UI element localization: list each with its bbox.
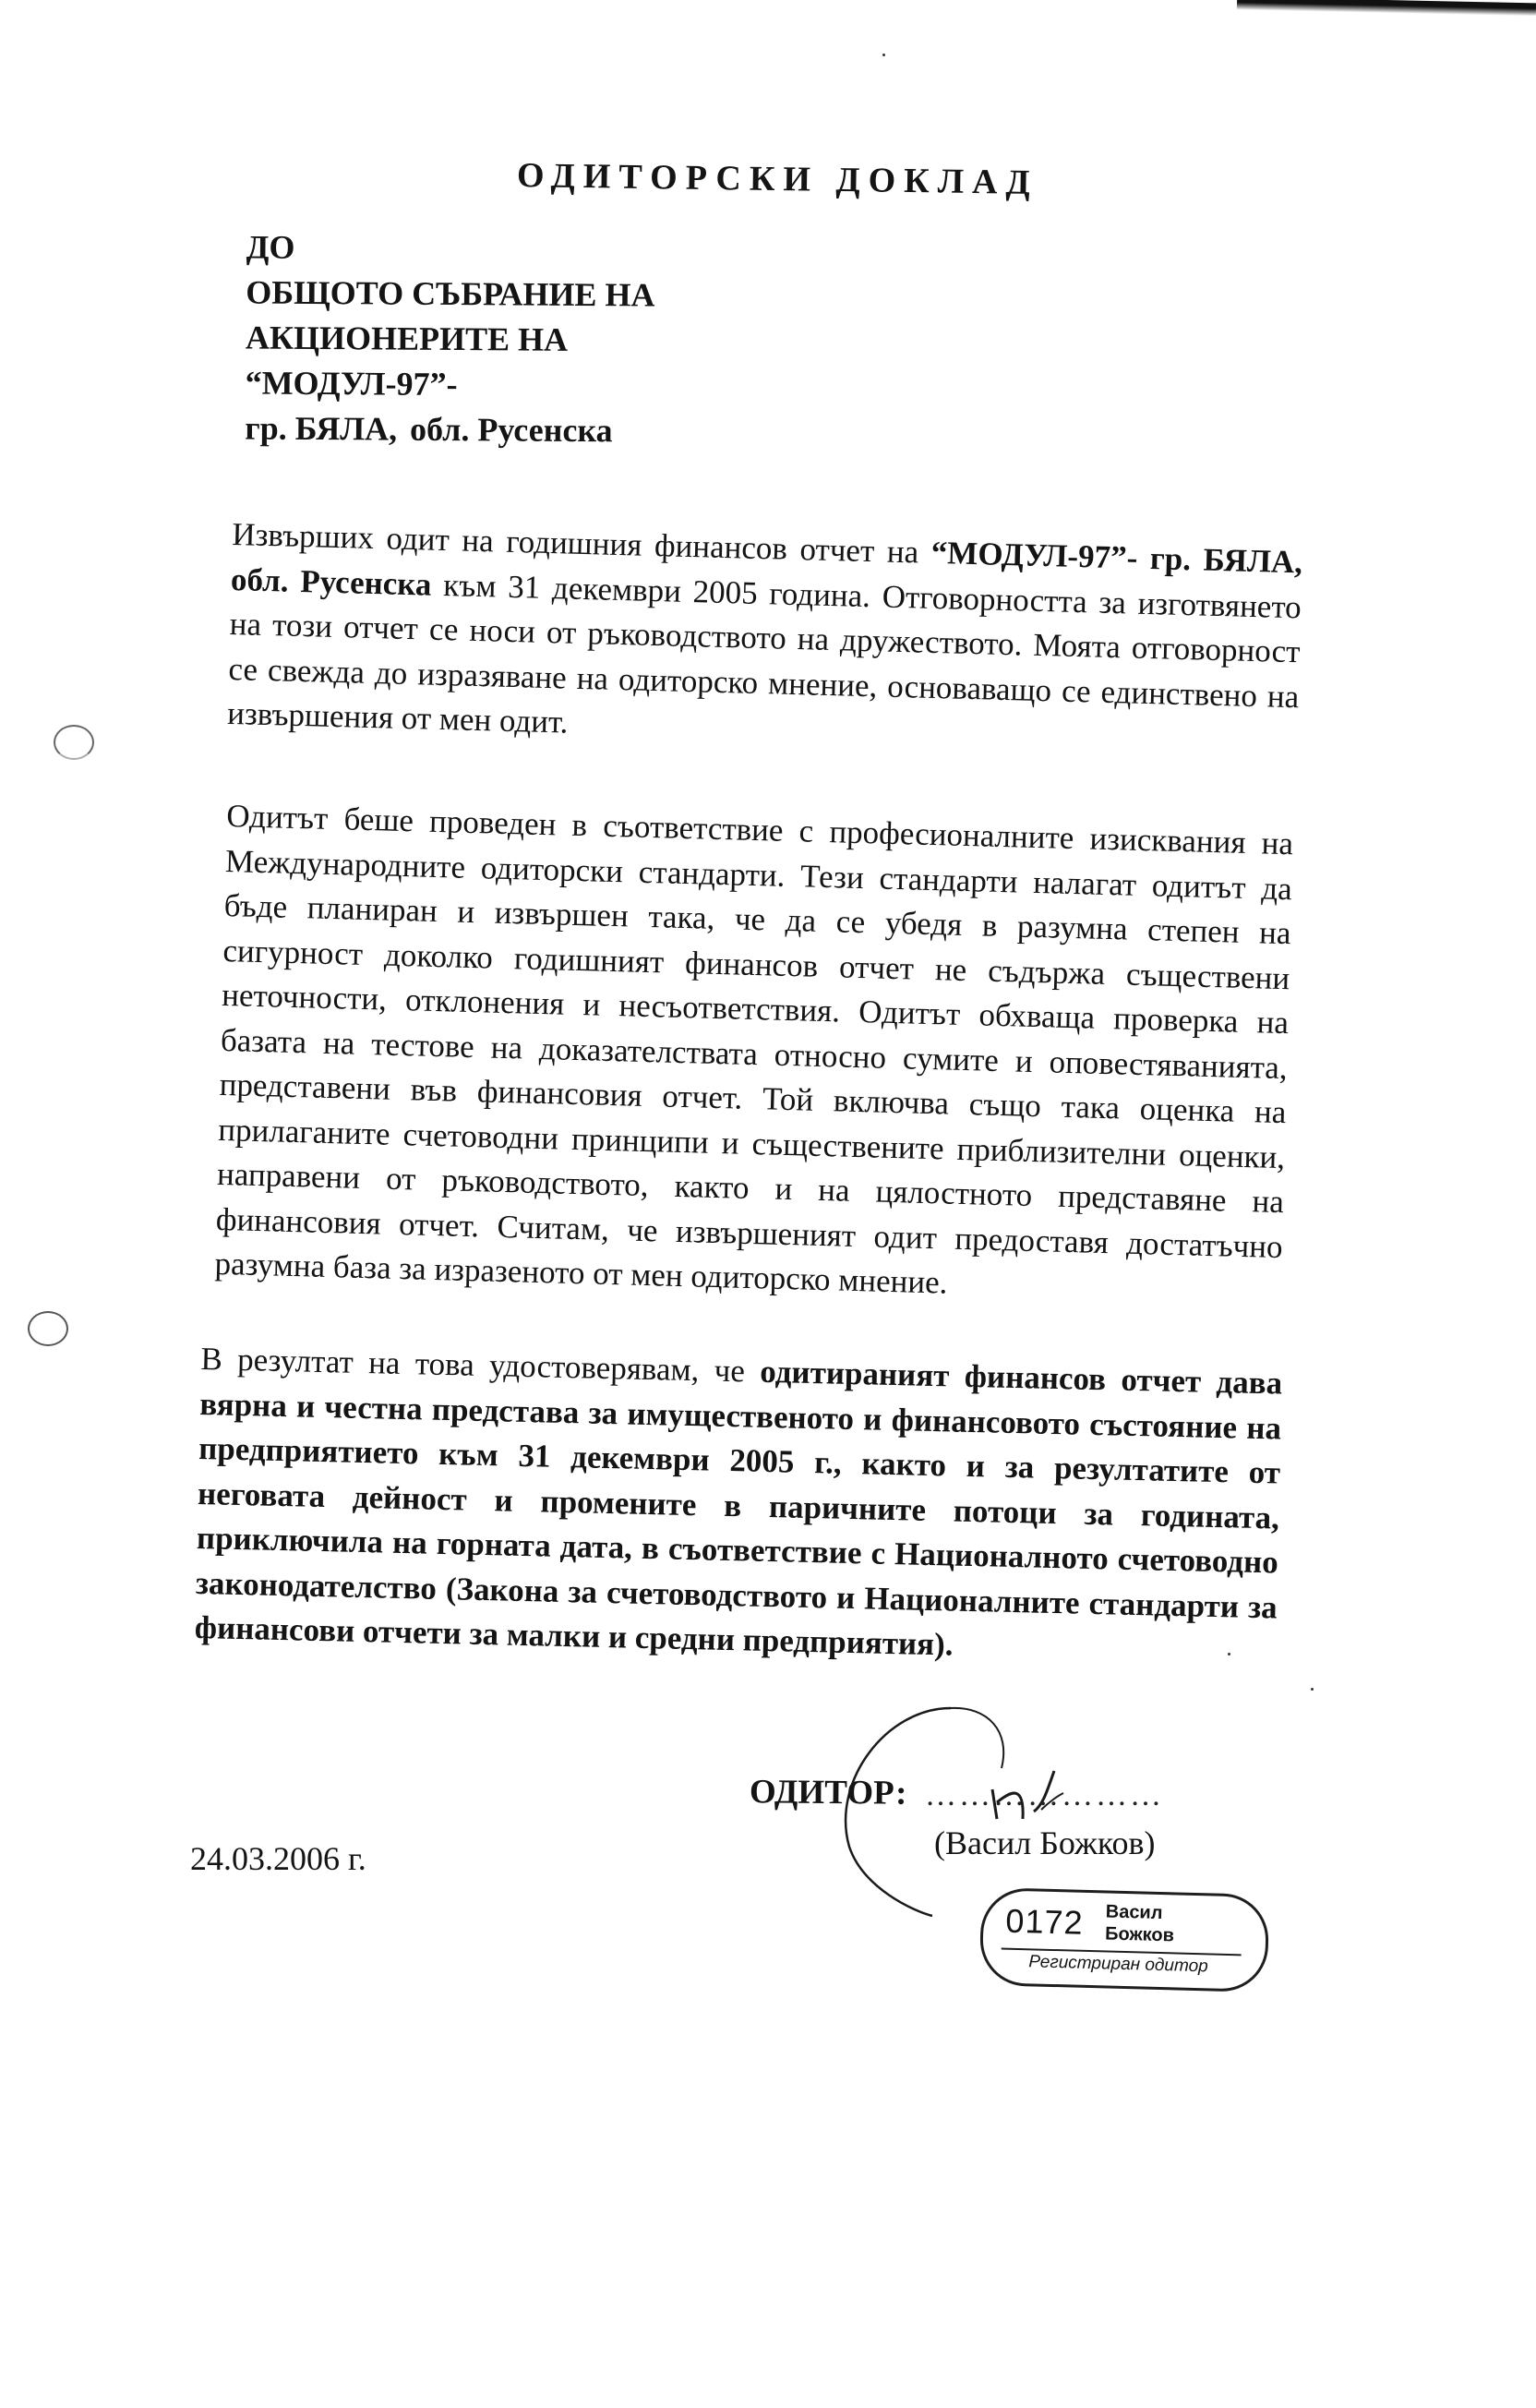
stamp-name-line: Божков <box>1104 1923 1175 1946</box>
punch-hole <box>54 725 94 760</box>
paragraph-scope-rest: към 31 декември 2005 година. Отговорността за изготвянето на този отчет се носи от ръководството на дружеството. Моята отговорност се свежда до изразяване на одиторско мнение, основаващо се единствено на извършения от мен одит. <box>226 566 1302 740</box>
punch-hole <box>28 1311 68 1346</box>
addressee-line: ОБЩОТО СЪБРАНИЕ НА <box>246 273 655 314</box>
scan-speck <box>882 54 885 56</box>
addressee-location <box>245 405 654 453</box>
paragraph-scope <box>227 512 1303 765</box>
addressee-line: АКЦИОНЕРИТЕ НА <box>245 319 569 358</box>
auditor-stamp <box>979 1887 1270 1993</box>
report-date: 24.03.2006 г. <box>190 1840 366 1877</box>
document-title: ОДИТОРСКИ ДОКЛАД <box>516 156 1038 202</box>
opinion-text: одитираният финансов отчет дава вярна и честна представа за имущественото и финансовото състояние на предприятието към 31 декември 2005 г., както и за резултатите от неговата дейност и промените в паричните потоци за годината, приключила на горната дата, в съответствие с Националното счетоводно законодателство (Закона за счетоводството и Националните стандарти за финансови отчети за малки и средни предприятия). <box>194 1353 1283 1663</box>
addressee-block <box>245 224 655 453</box>
paragraph-scope-lead: Извърших одит на годишния финансов отчет на <box>231 515 919 571</box>
stamp-registration-number: 0172 <box>1004 1901 1085 1942</box>
paragraph-opinion <box>194 1337 1282 1675</box>
stamp-name <box>1105 1900 1175 1946</box>
addressee-region: обл. Русенска <box>409 410 613 450</box>
auditor-label: ОДИТОР: <box>749 1773 907 1812</box>
addressee-city: гр. БЯЛА, <box>245 409 398 448</box>
addressee-line: “МОДУЛ-97”- <box>245 364 458 403</box>
paragraph-standards: Одитът беше проведен в съответствие с професионалните изисквания на Международните одиторски стандарти. Тези стандарти налагат одитът да бъде планиран и извършен така, че да се убедя в разумна степен на сигурност доколко годишният финансов отчет не съдържа съществени неточности, отклонения и несъответствия. Одитът обхваща проверка на базата на тестове на доказателствата относно сумите и оповестяванията, представени във финансовия отчет. Той включва също така оценка на прилаганите счетоводни принципи и съществените приблизителни оценки, направени от ръководството, както и на цялостното представяне на финансовия отчет. Считам, че извършеният одит предоставя достатъчно разумна база за изразеното от мен одиторско мнение. <box>214 797 1294 1301</box>
scan-speck <box>1311 1688 1314 1691</box>
scan-edge <box>1237 0 1536 16</box>
opinion-lead: В резултат на това удостоверявам, че <box>200 1340 746 1390</box>
auditor-name: (Васил Божков) <box>934 1824 1156 1861</box>
stamp-name-line: Васил <box>1105 1901 1163 1924</box>
addressee-line: ДО <box>246 228 295 266</box>
company-name: “МОДУЛ-97”- гр. БЯЛА, обл. Русенска <box>230 534 1303 603</box>
signature-line: ………………… <box>925 1778 1164 1812</box>
stamp-role: Регистриран одитор <box>1028 1952 1209 1977</box>
